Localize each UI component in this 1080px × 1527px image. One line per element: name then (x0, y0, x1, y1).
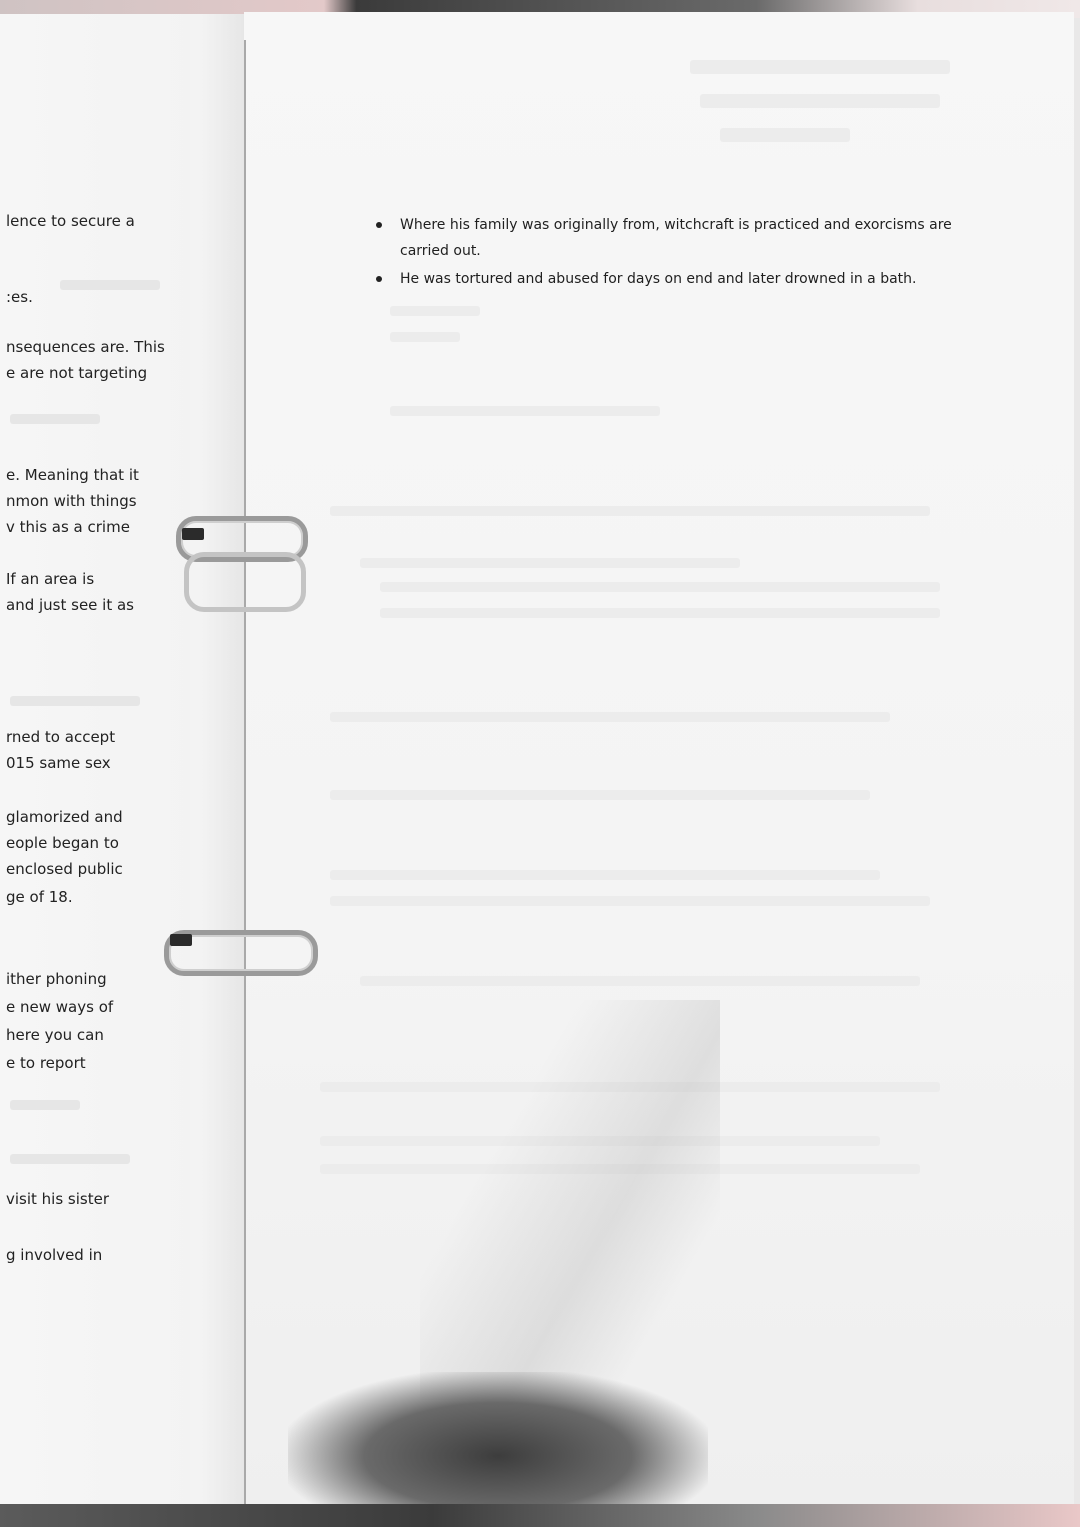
bullet-icon (376, 222, 382, 228)
left-page-line: rned to accept (6, 728, 116, 746)
list-item (372, 266, 952, 292)
left-page-line: eople began to (6, 834, 119, 852)
left-page-line: here you can (6, 1026, 104, 1044)
faint-show-through (330, 790, 870, 800)
left-page-line: :es. (6, 288, 33, 306)
shadow (288, 1372, 708, 1512)
faint-show-through (720, 128, 850, 142)
faint-show-through (330, 712, 890, 722)
left-page-line: lence to secure a (6, 212, 135, 230)
page-fold (244, 40, 246, 1510)
binder-ring-icon (184, 552, 306, 612)
left-page-line: 015 same sex (6, 754, 111, 772)
left-page-line: visit his sister (6, 1190, 110, 1208)
left-page-line: g involved in (6, 1246, 103, 1264)
faint-show-through (360, 558, 740, 568)
faint-show-through (10, 414, 100, 424)
left-page-line: nmon with things (6, 492, 137, 510)
faint-show-through (330, 896, 930, 906)
faint-show-through (390, 332, 460, 342)
faint-show-through (10, 696, 140, 706)
faint-show-through (10, 1154, 130, 1164)
faint-show-through (380, 608, 940, 618)
left-page-line: nsequences are. This (6, 338, 165, 356)
ring-clip-icon (182, 528, 204, 540)
left-page-line: and just see it as (6, 596, 134, 614)
left-page-line: e new ways of (6, 998, 114, 1016)
left-page-line: ither phoning (6, 970, 107, 988)
faint-show-through (380, 582, 940, 592)
faint-show-through (330, 506, 930, 516)
left-page-line: If an area is (6, 570, 95, 588)
list-item (372, 212, 952, 264)
faint-show-through (690, 60, 950, 74)
faint-show-through (60, 280, 160, 290)
bullet-list (372, 212, 952, 292)
left-page-line: glamorized and (6, 808, 123, 826)
bullet-text: Where his family was originally from, witchcraft is practiced and exorcisms are carried out. (400, 217, 952, 259)
left-page-line: enclosed public (6, 860, 123, 878)
bullet-icon (376, 276, 382, 282)
faint-show-through (700, 94, 940, 108)
right-page-text (372, 212, 952, 294)
left-page-line: ge of 18. (6, 888, 73, 906)
left-page (0, 14, 252, 1510)
left-page-line: e to report (6, 1054, 86, 1072)
bullet-text: He was tortured and abused for days on end and later drowned in a bath. (400, 271, 917, 287)
bottom-edge (0, 1504, 1080, 1527)
ring-clip-icon (170, 934, 192, 946)
faint-show-through (330, 870, 880, 880)
left-page-line: e are not targeting (6, 364, 148, 382)
shadow (420, 1000, 720, 1400)
faint-show-through (10, 1100, 80, 1110)
left-page-line: e. Meaning that it (6, 466, 139, 484)
left-page-line: v this as a crime (6, 518, 130, 536)
faint-show-through (390, 406, 660, 416)
faint-show-through (390, 306, 480, 316)
faint-show-through (360, 976, 920, 986)
